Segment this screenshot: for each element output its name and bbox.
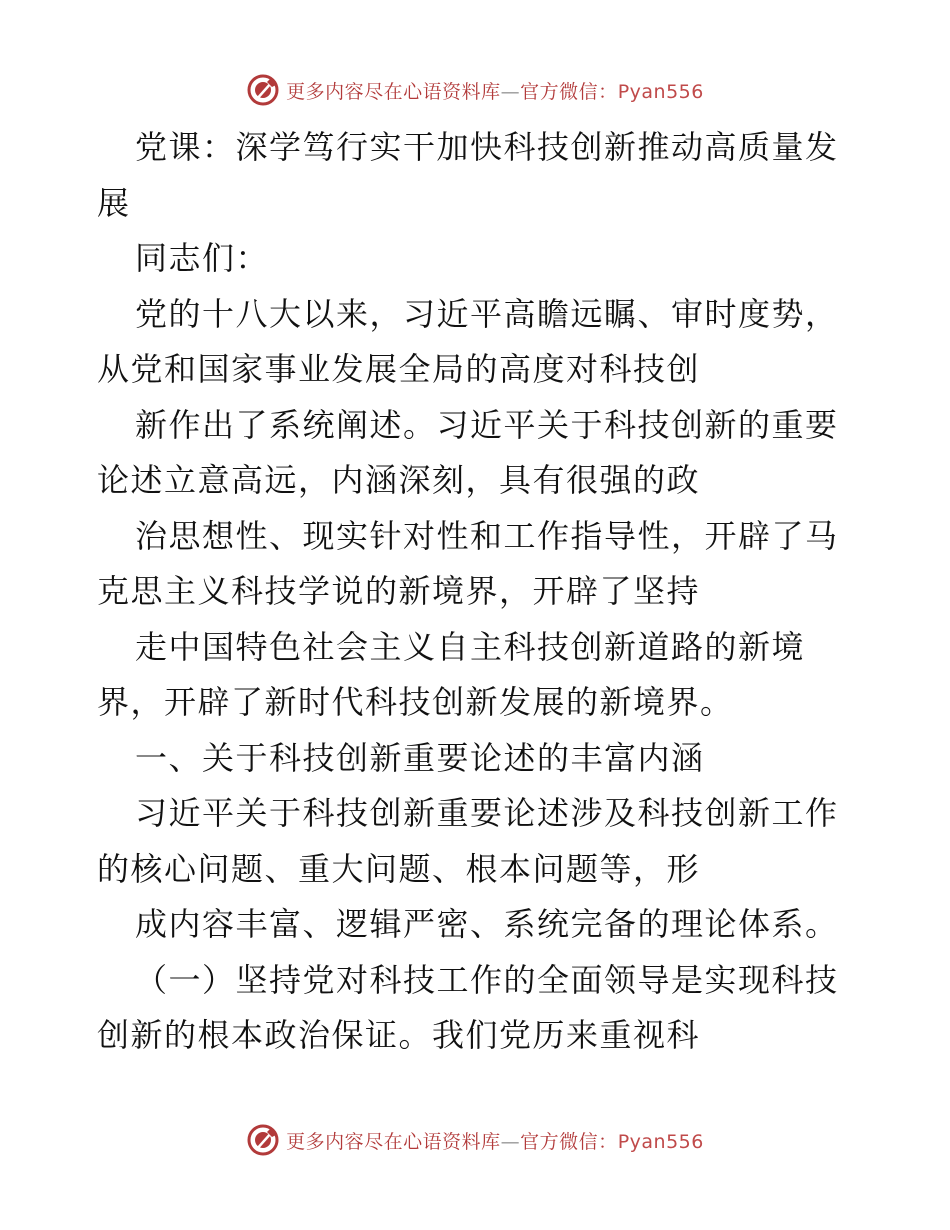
text-line: 成内容丰富、逻辑严密、系统完备的理论体系。 [135, 905, 839, 943]
text-line: 从党和国家事业发展全局的高度对科技创 [97, 350, 701, 388]
text-line: 创新的根本政治保证。我们党历来重视科 [97, 1016, 701, 1054]
watermark-text [286, 1127, 704, 1154]
watermark-dash: — [500, 1130, 521, 1153]
text-line: 党的十八大以来，习近平高瞻远瞩、审时度势， [135, 294, 839, 333]
text-line: 展 [97, 183, 131, 222]
watermark-id: Pyan556 [617, 80, 704, 103]
text-line: 界，开辟了新时代科技创新发展的新境界。 [97, 683, 734, 721]
text-line: 新作出了系统阐述。习近平关于科技创新的重要 [135, 405, 839, 444]
watermark-label: 官方微信： [520, 1130, 618, 1153]
watermark-label: 官方微信： [520, 80, 618, 103]
watermark-header [0, 70, 950, 110]
watermark-footer [0, 1120, 950, 1160]
watermark-id: Pyan556 [617, 1130, 704, 1153]
text-line: 治思想性、现实针对性和工作指导性，开辟了马 [135, 516, 839, 555]
text-line: 的核心问题、重大问题、根本问题等，形 [97, 849, 701, 888]
watermark-text [286, 77, 704, 104]
text-line: （一）坚持党对科技工作的全面领导是实现科技 [135, 960, 839, 999]
text-line: 走中国特色社会主义自主科技创新道路的新境 [135, 627, 806, 666]
text-line: 一、关于科技创新重要论述的丰富内涵 [135, 738, 705, 777]
pen-logo-icon [246, 1123, 280, 1157]
document-body [97, 120, 857, 1064]
text-line: 党课：深学笃行实干加快科技创新推动高质量发 [135, 128, 839, 166]
pen-logo-icon [246, 73, 280, 107]
watermark-main-text: 更多内容尽在心语资料库 [286, 1130, 501, 1153]
watermark-dash: — [500, 80, 521, 103]
text-line: 论述立意高远，内涵深刻，具有很强的政 [97, 461, 701, 499]
text-line: 习近平关于科技创新重要论述涉及科技创新工作 [135, 794, 839, 832]
watermark-main-text: 更多内容尽在心语资料库 [286, 80, 501, 103]
text-line: 同志们： [135, 239, 270, 277]
text-line: 克思主义科技学说的新境界，开辟了坚持 [97, 572, 701, 610]
